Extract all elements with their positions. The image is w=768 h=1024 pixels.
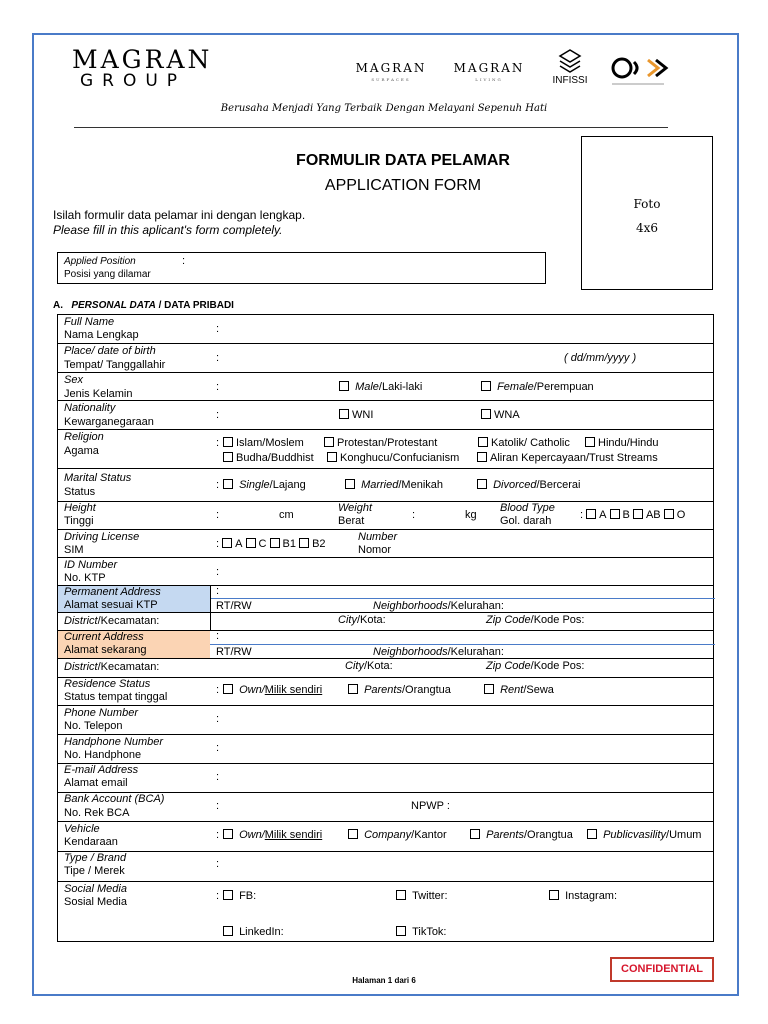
wni-checkbox[interactable] <box>339 409 349 419</box>
religion-label-en: Religion <box>64 431 104 443</box>
birth-field[interactable]: : <box>216 352 220 364</box>
handphone-field[interactable]: : <box>216 742 220 754</box>
npwp-field[interactable]: NPWP : <box>411 800 450 812</box>
idnum-label-id: No. KTP <box>64 572 106 584</box>
weight-label-en: Weight <box>338 502 373 514</box>
blood-ab-checkbox[interactable] <box>633 509 643 519</box>
confidential-stamp: CONFIDENTIAL <box>610 957 714 982</box>
blood-b-checkbox[interactable] <box>610 509 620 519</box>
residence-own-checkbox[interactable] <box>223 684 233 694</box>
permanent-city[interactable]: City/Kota: <box>338 614 386 626</box>
current-district[interactable]: District/Kecamatan: <box>64 661 160 673</box>
infissi-label: INFISSI <box>552 75 588 86</box>
residence-colon: : <box>216 684 220 696</box>
residence-rent-option[interactable]: Rent/Sewa <box>484 684 554 697</box>
photo-size: 4x6 <box>635 221 659 235</box>
birth-date-format: ( dd/mm/yyyy ) <box>564 352 637 364</box>
license-c-checkbox[interactable] <box>246 538 256 548</box>
protestan-checkbox[interactable] <box>324 437 334 447</box>
blood-o-checkbox[interactable] <box>664 509 674 519</box>
magran-group-logo: MAGRAN <box>72 45 213 74</box>
islam-checkbox[interactable] <box>223 437 233 447</box>
social-label-id: Sosial Media <box>64 896 127 908</box>
idnum-label-en: ID Number <box>64 559 118 571</box>
vehicle-public-checkbox[interactable] <box>587 829 597 839</box>
wna-option[interactable]: WNA <box>481 409 520 422</box>
twitter-checkbox[interactable] <box>396 890 406 900</box>
page-number: Halaman 1 dari 6 <box>352 976 416 985</box>
bank-label-id: No. Rek BCA <box>64 807 130 819</box>
email-label-en: E-mail Address <box>64 764 139 776</box>
current-label-en: Current Address <box>64 631 144 643</box>
birth-label-en: Place/ date of birth <box>64 345 156 357</box>
female-checkbox[interactable] <box>481 381 491 391</box>
height-label-en: Height <box>64 502 96 514</box>
tiktok-checkbox[interactable] <box>396 926 406 936</box>
photo-label: Foto <box>633 197 661 211</box>
brand-label-en: Type / Brand <box>64 852 127 864</box>
permanent-district[interactable]: District/Kecamatan: <box>64 615 160 627</box>
social-colon: : <box>216 890 220 902</box>
religion-islam-option[interactable]: Islam/Moslem <box>223 437 304 450</box>
residence-own-option[interactable]: Own/Milik sendiri <box>223 684 322 697</box>
permanent-zip[interactable]: Zip Code/Kode Pos: <box>486 614 585 626</box>
marital-label-id: Status <box>64 486 96 498</box>
wni-option[interactable]: WNI <box>339 409 373 422</box>
social-label-en: Social Media <box>64 883 127 895</box>
facebook-checkbox[interactable] <box>223 890 233 900</box>
married-option[interactable]: Married/Menikah <box>345 479 443 492</box>
bank-field[interactable]: : <box>216 800 220 812</box>
license-a-checkbox[interactable] <box>222 538 232 548</box>
nationality-label-id: Kewarganegaraan <box>64 416 154 428</box>
magran-living-logo: MAGRAN LIVING <box>453 61 525 82</box>
phone-label-id: No. Telepon <box>64 720 123 732</box>
weight-label-id: Berat <box>338 515 365 527</box>
religion-hindu-option[interactable]: Hindu/Hindu <box>585 437 659 450</box>
header-divider <box>74 127 668 128</box>
kepercayaan-checkbox[interactable] <box>477 452 487 462</box>
weight-field[interactable]: : <box>412 509 416 521</box>
magran-surfaces-logo: MAGRAN SURFACES <box>355 61 427 82</box>
phone-field[interactable]: : <box>216 713 220 725</box>
infissi-logo <box>550 48 590 88</box>
height-unit: cm <box>279 509 294 521</box>
religion-kepercayaan-option[interactable]: Aliran Kepercayaan/Trust Streams <box>477 452 658 465</box>
religion-konghucu-option[interactable]: Konghucu/Confucianism <box>327 452 459 465</box>
male-checkbox[interactable] <box>339 381 349 391</box>
divorced-option[interactable]: Divorced/Bercerai <box>477 479 581 492</box>
hindu-checkbox[interactable] <box>585 437 595 447</box>
vehicle-parents-checkbox[interactable] <box>470 829 480 839</box>
current-zip[interactable]: Zip Code/Kode Pos: <box>486 660 585 672</box>
residence-parents-option[interactable]: Parents/Orangtua <box>348 684 451 697</box>
instagram-checkbox[interactable] <box>549 890 559 900</box>
applied-position-box[interactable] <box>57 252 546 284</box>
sex-label-en: Sex <box>64 374 83 386</box>
permanent-label-id: Alamat sesuai KTP <box>64 599 158 611</box>
religion-katolik-option[interactable]: Katolik/ Catholic <box>478 437 570 450</box>
single-checkbox[interactable] <box>223 479 233 489</box>
budha-checkbox[interactable] <box>223 452 233 462</box>
marital-label-en: Marital Status <box>64 472 132 484</box>
license-options[interactable]: : A C B1 B2 <box>216 538 326 550</box>
email-label-id: Alamat email <box>64 777 128 789</box>
bank-label-en: Bank Account (BCA) <box>64 793 165 805</box>
license-b2-checkbox[interactable] <box>299 538 309 548</box>
katolik-checkbox[interactable] <box>478 437 488 447</box>
infissi-mark-icon <box>550 48 590 76</box>
nationality-colon: : <box>216 409 220 421</box>
vehicle-company-checkbox[interactable] <box>348 829 358 839</box>
vehicle-parents-option[interactable]: Parents/Orangtua <box>470 829 573 842</box>
birth-label-id: Tempat/ Tanggallahir <box>64 359 166 371</box>
vehicle-own-option[interactable]: Own/Milik sendiri <box>223 829 322 842</box>
license-b1-checkbox[interactable] <box>270 538 280 548</box>
personal-data-table <box>57 314 714 942</box>
brand-label-id: Tipe / Merek <box>64 865 125 877</box>
height-field[interactable]: : <box>216 509 220 521</box>
current-rtrw[interactable]: RT/RW <box>216 646 252 658</box>
fullname-label-en: Full Name <box>64 316 115 328</box>
handphone-label-id: No. Handphone <box>64 749 142 761</box>
photo-box[interactable] <box>581 136 713 290</box>
current-city[interactable]: City/Kota: <box>345 660 393 672</box>
vehicle-label-id: Kendaraan <box>64 836 118 848</box>
twitter-option[interactable]: Twitter: <box>396 890 448 903</box>
company-tagline: Berusaha Menjadi Yang Terbaik Dengan Melayani Sepenuh Hati <box>220 103 548 114</box>
instagram-option[interactable]: Instagram: <box>549 890 617 903</box>
fullname-field[interactable]: : <box>216 323 220 335</box>
blood-options[interactable]: : A B AB O <box>580 509 686 521</box>
religion-budha-option[interactable]: Budha/Buddhist <box>223 452 314 465</box>
religion-colon: : <box>216 437 220 449</box>
osk-logo <box>608 52 672 88</box>
vehicle-company-option[interactable]: Company/Kantor <box>348 829 447 842</box>
permanent-label-en: Permanent Address <box>64 586 161 598</box>
current-label-id: Alamat sekarang <box>64 644 147 656</box>
tiktok-option[interactable]: TikTok: <box>396 926 447 939</box>
permanent-neighborhood[interactable]: Neighborhoods/Kelurahan: <box>373 600 504 612</box>
magran-group-logo-sub: GROUP <box>80 71 187 91</box>
married-checkbox[interactable] <box>345 479 355 489</box>
applied-position-colon: : <box>182 255 186 267</box>
konghucu-checkbox[interactable] <box>327 452 337 462</box>
blood-label-id: Gol. darah <box>500 515 552 527</box>
license-label-en: Driving License <box>64 531 140 543</box>
vehicle-colon: : <box>216 829 220 841</box>
permanent-rtrw[interactable]: RT/RW <box>216 600 252 612</box>
instruction-id: Isilah formulir data pelamar ini dengan lengkap. <box>53 208 306 222</box>
sex-male-option[interactable]: Male/Laki-laki <box>339 381 422 394</box>
instruction-en: Please fill in this aplicant's form completely. <box>53 223 283 237</box>
email-field[interactable]: : <box>216 771 220 783</box>
handphone-label-en: Handphone Number <box>64 736 164 748</box>
facebook-option[interactable]: FB: <box>223 890 256 903</box>
sex-colon: : <box>216 381 220 393</box>
vehicle-label-en: Vehicle <box>64 823 100 835</box>
license-label-id: SIM <box>64 544 84 556</box>
linkedin-checkbox[interactable] <box>223 926 233 936</box>
linkedin-option[interactable]: LinkedIn: <box>223 926 284 939</box>
residence-label-en: Residence Status <box>64 678 151 690</box>
sex-label-id: Jenis Kelamin <box>64 388 133 400</box>
blood-label-en: Blood Type <box>500 502 555 514</box>
license-number-label-id: Nomor <box>358 544 392 556</box>
vehicle-own-checkbox[interactable] <box>223 829 233 839</box>
applied-position-label-id: Posisi yang dilamar <box>64 269 151 280</box>
license-number-label-en: Number <box>358 531 398 543</box>
residence-parents-checkbox[interactable] <box>348 684 358 694</box>
current-address-field[interactable]: : <box>216 630 220 642</box>
residence-label-id: Status tempat tinggal <box>64 691 168 703</box>
single-option[interactable]: Single/Lajang <box>223 479 306 492</box>
permanent-address-field[interactable]: : <box>216 585 220 597</box>
marital-colon: : <box>216 479 220 491</box>
wna-checkbox[interactable] <box>481 409 491 419</box>
height-label-id: Tinggi <box>64 515 94 527</box>
sex-female-option[interactable]: Female/Perempuan <box>481 381 594 394</box>
applied-position-label-en: Applied Position <box>64 256 136 267</box>
fullname-label-id: Nama Lengkap <box>64 329 139 341</box>
form-subtitle: APPLICATION FORM <box>324 177 482 194</box>
current-neighborhood[interactable]: Neighborhoods/Kelurahan: <box>373 646 504 658</box>
residence-rent-checkbox[interactable] <box>484 684 494 694</box>
weight-unit: kg <box>465 509 477 521</box>
religion-protestan-option[interactable]: Protestan/Protestant <box>324 437 437 450</box>
form-title: FORMULIR DATA PELAMAR <box>296 152 510 169</box>
brand-field[interactable]: : <box>216 858 220 870</box>
idnum-field[interactable]: : <box>216 566 220 578</box>
nationality-label-en: Nationality <box>64 402 116 414</box>
section-a-heading: A. PERSONAL DATA / DATA PRIBADI <box>53 300 234 311</box>
religion-label-id: Agama <box>64 445 99 457</box>
divorced-checkbox[interactable] <box>477 479 487 489</box>
blood-a-checkbox[interactable] <box>586 509 596 519</box>
osk-mark-icon <box>608 52 672 88</box>
phone-label-en: Phone Number <box>64 707 138 719</box>
vehicle-public-option[interactable]: Publicvasility/Umum <box>587 829 701 842</box>
